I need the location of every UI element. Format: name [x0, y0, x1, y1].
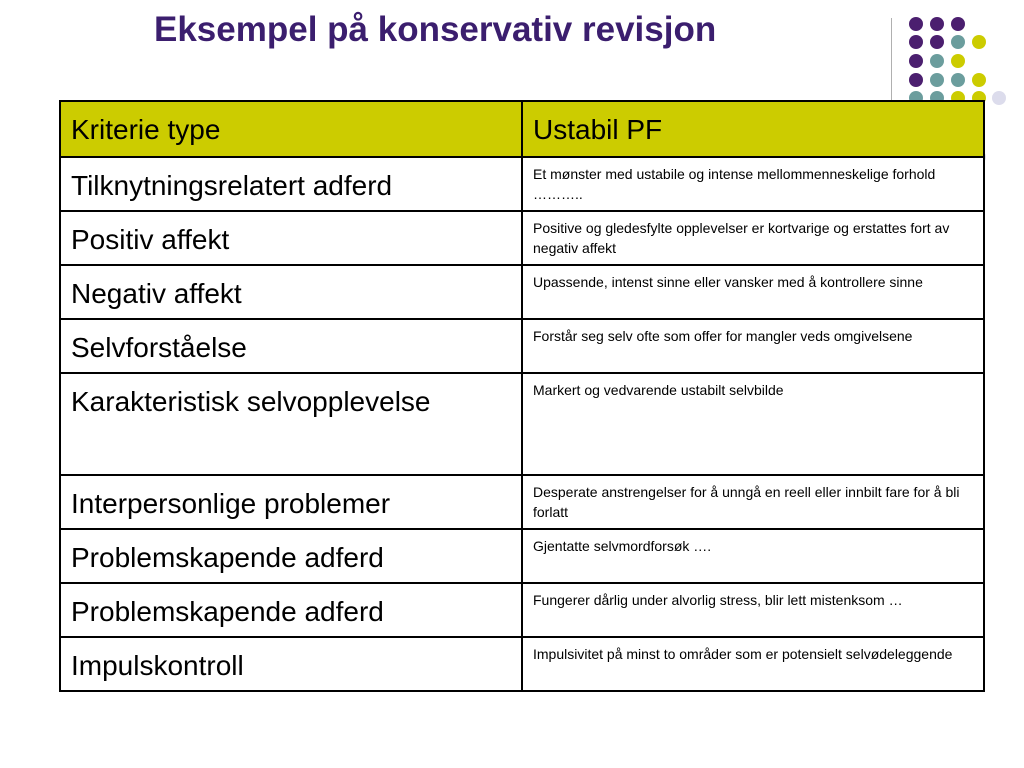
description-text: Gjentatte selvmordforsøk …. — [533, 538, 712, 554]
dot-purple — [951, 17, 965, 31]
table-row — [60, 157, 984, 211]
dot-teal — [951, 35, 965, 49]
criterion-text: Negativ affekt — [71, 278, 242, 309]
table-row — [60, 211, 984, 265]
dot-purple — [909, 17, 923, 31]
table-row — [60, 319, 984, 373]
description-cell — [522, 637, 984, 691]
description-text: Forstår seg selv ofte som offer for mangler veds omgivelsene — [533, 328, 913, 344]
criterion-cell — [60, 637, 522, 691]
description-cell — [522, 265, 984, 319]
criterion-text: Problemskapende adferd — [71, 542, 384, 573]
criterion-cell — [60, 373, 522, 475]
description-cell — [522, 583, 984, 637]
criterion-cell — [60, 475, 522, 529]
header-unstable-pf: Ustabil PF — [533, 114, 663, 145]
criterion-text: Impulskontroll — [71, 650, 244, 681]
header-criterion-type: Kriterie type — [71, 114, 221, 145]
dot-purple — [909, 73, 923, 87]
criterion-text: Problemskapende adferd — [71, 596, 384, 627]
description-cell — [522, 157, 984, 211]
slide-title: Eksempel på konservativ revisjon — [154, 10, 717, 49]
dot-lime — [951, 54, 965, 68]
criterion-cell — [60, 319, 522, 373]
description-text: Upassende, intenst sinne eller vansker med å kontrollere sinne — [533, 274, 923, 290]
dot-purple — [930, 17, 944, 31]
table-row — [60, 637, 984, 691]
description-text: Positive og gledesfylte opplevelser er kortvarige og erstattes fort av negativ affekt — [533, 220, 950, 256]
table-row — [60, 373, 984, 475]
table-header-row — [60, 101, 984, 157]
criterion-text: Positiv affekt — [71, 224, 230, 255]
table-row — [60, 475, 984, 529]
criterion-cell — [60, 211, 522, 265]
criterion-text: Karakteristisk selvopplevelse — [71, 386, 431, 417]
description-cell — [522, 373, 984, 475]
description-text: Impulsivitet på minst to områder som er potensielt selvødeleggende — [533, 646, 953, 662]
criteria-table-container — [59, 100, 983, 692]
dot-lime — [972, 35, 986, 49]
criterion-text: Tilknytningsrelatert adferd — [71, 170, 393, 201]
table-row — [60, 529, 984, 583]
dot-lime — [972, 73, 986, 87]
criterion-text: Selvforståelse — [71, 332, 247, 363]
dot-purple — [930, 35, 944, 49]
description-text: Et mønster med ustabile og intense mellommenneskelige forhold ……….. — [533, 166, 936, 202]
dot-teal — [951, 73, 965, 87]
dot-teal — [930, 73, 944, 87]
criteria-table — [59, 100, 985, 692]
header-cell — [522, 101, 984, 157]
description-cell — [522, 211, 984, 265]
dot-purple — [909, 54, 923, 68]
header-cell — [60, 101, 522, 157]
description-cell — [522, 529, 984, 583]
criterion-cell — [60, 529, 522, 583]
criterion-cell — [60, 583, 522, 637]
dot-purple — [909, 35, 923, 49]
dot-lavender — [992, 91, 1006, 105]
dot-teal — [930, 54, 944, 68]
criterion-text: Interpersonlige problemer — [71, 488, 391, 519]
description-cell — [522, 319, 984, 373]
table-row — [60, 583, 984, 637]
description-text: Markert og vedvarende ustabilt selvbilde — [533, 382, 784, 398]
table-row — [60, 265, 984, 319]
criterion-cell — [60, 265, 522, 319]
description-text: Desperate anstrengelser for å unngå en reell eller innbilt fare for å bli forlatt — [533, 484, 960, 520]
description-text: Fungerer dårlig under alvorlig stress, blir lett mistenksom … — [533, 592, 903, 608]
description-cell — [522, 475, 984, 529]
criterion-cell — [60, 157, 522, 211]
